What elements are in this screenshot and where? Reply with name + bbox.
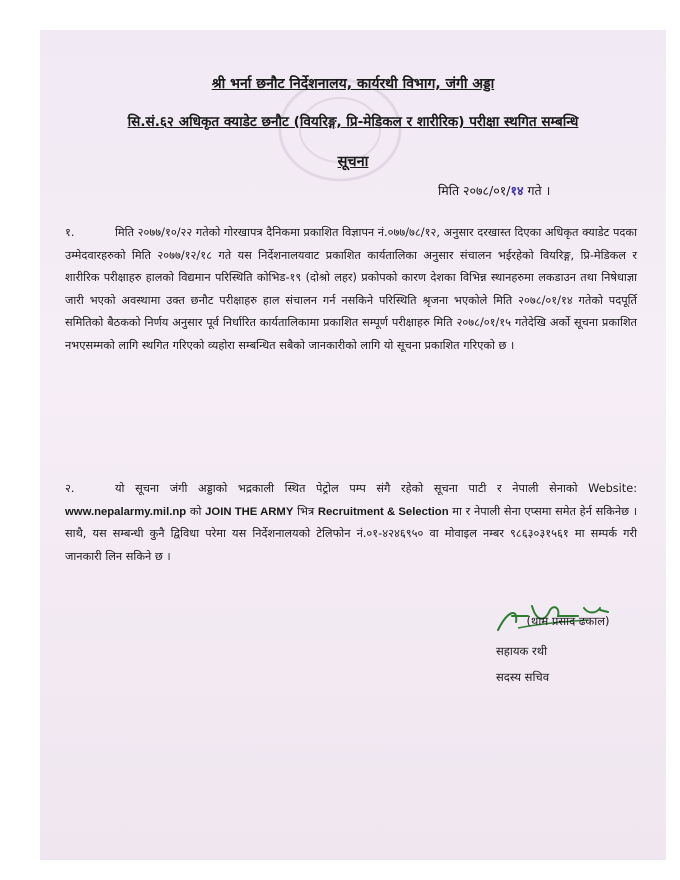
paragraph-2-text-c: भित्र <box>293 504 318 518</box>
notice-document <box>40 30 666 860</box>
paragraph-2-text-b: को <box>186 504 206 518</box>
signatory-name: (थाम प्रसाद ढकाल) <box>526 614 610 628</box>
date-prefix: मिति २०७८/०१/ <box>438 183 511 198</box>
office-heading: श्री भर्ना छनौट निर्देशनालय, कार्यरथी विभाग, जंगी अड्डा <box>211 76 495 92</box>
paragraph-1 <box>65 222 637 358</box>
paragraph-2-text-d: मा र नेपाली सेना एप्समा समेत हेर्न सकिनेछ । साथै, यस सम्बन्धी कुनै द्विविधा परेमा यस निर्देशनालयको टेलिफोन नं.०१-४२४६९५० वा मोवाइल नम्बर ९८६३०३१५६१ मा सम्पर्क गरी जानकारी लिन सकिने छ । <box>65 504 637 563</box>
date-suffix: गते । <box>523 183 551 198</box>
join-the-army-label: JOIN THE ARMY <box>205 505 294 518</box>
notice-subject: सि.सं.६२ अधिकृत क्याडेट छनौट (वियरिङ्ग, प्रि-मेडिकल र शारीरिक) परीक्षा स्थगित सम्बन्धि <box>127 114 579 130</box>
notice-date <box>438 182 550 199</box>
notice-title: सूचना <box>337 154 369 170</box>
paragraph-2 <box>65 478 637 568</box>
paragraph-1-text: मिति २०७७/१०/२२ गतेको गोरखापत्र दैनिकमा प्रकाशित विज्ञापन नं.०७७/७८/१२, अनुसार दरखास्त दिएका अधिकृत क्याडेट पदका उम्मेदवारहरुको मिति २०७७/१२/१८ गते यस निर्देशनालयवाट प्रकाशित कार्यतालिका अनुसार संचालन भईरहेको वियरिङ्ग, प्रि-मेडिकल र शारीरिक परीक्षाहरु हालको विद्यमान परिस्थिति कोभिड-१९ (दोश्रो लहर) प्रकोपको कारण देशका विभिन्न स्थानहरुमा लकडाउन तथा निषेधाज्ञा जारी भएको अवस्थामा उक्त छनौट परीक्षाहरु हाल संचालन गर्न नसकिने परिस्थिति श्रृजना भएकोले मिति २०७८/०१/१४ गतेको पदपूर्ति समितिको बैठकको निर्णय अनुसार पूर्व निर्धारित कार्यतालिकामा प्रकाशित सम्पूर्ण परीक्षाहरु मिति २०७८/०१/१५ गतेदेखि अर्को सूचना प्रकाशित नभएसम्मको लागि स्थगित गरिएको व्यहोरा सम्बन्धित सबैको जानकारीको लागि यो सूचना प्रकाशित गरिएको छ । <box>65 226 637 352</box>
signatory-role: सदस्य सचिव <box>496 670 550 684</box>
paragraph-2-text-a: यो सूचना जंगी अड्डाको भद्रकाली स्थित पेट्रोल पम्प संगै रहेको सूचना पाटी र नेपाली सेनाको Website: <box>115 482 637 495</box>
paragraph-1-number: १. <box>65 226 75 239</box>
signatory-title: सहायक रथी <box>496 644 548 658</box>
recruitment-selection-label: Recruitment & Selection <box>317 505 449 518</box>
website-link[interactable]: www.nepalarmy.mil.np <box>65 505 187 518</box>
paragraph-2-number: २. <box>65 482 75 495</box>
signature-block <box>488 600 648 710</box>
date-day: १४ <box>510 183 524 198</box>
